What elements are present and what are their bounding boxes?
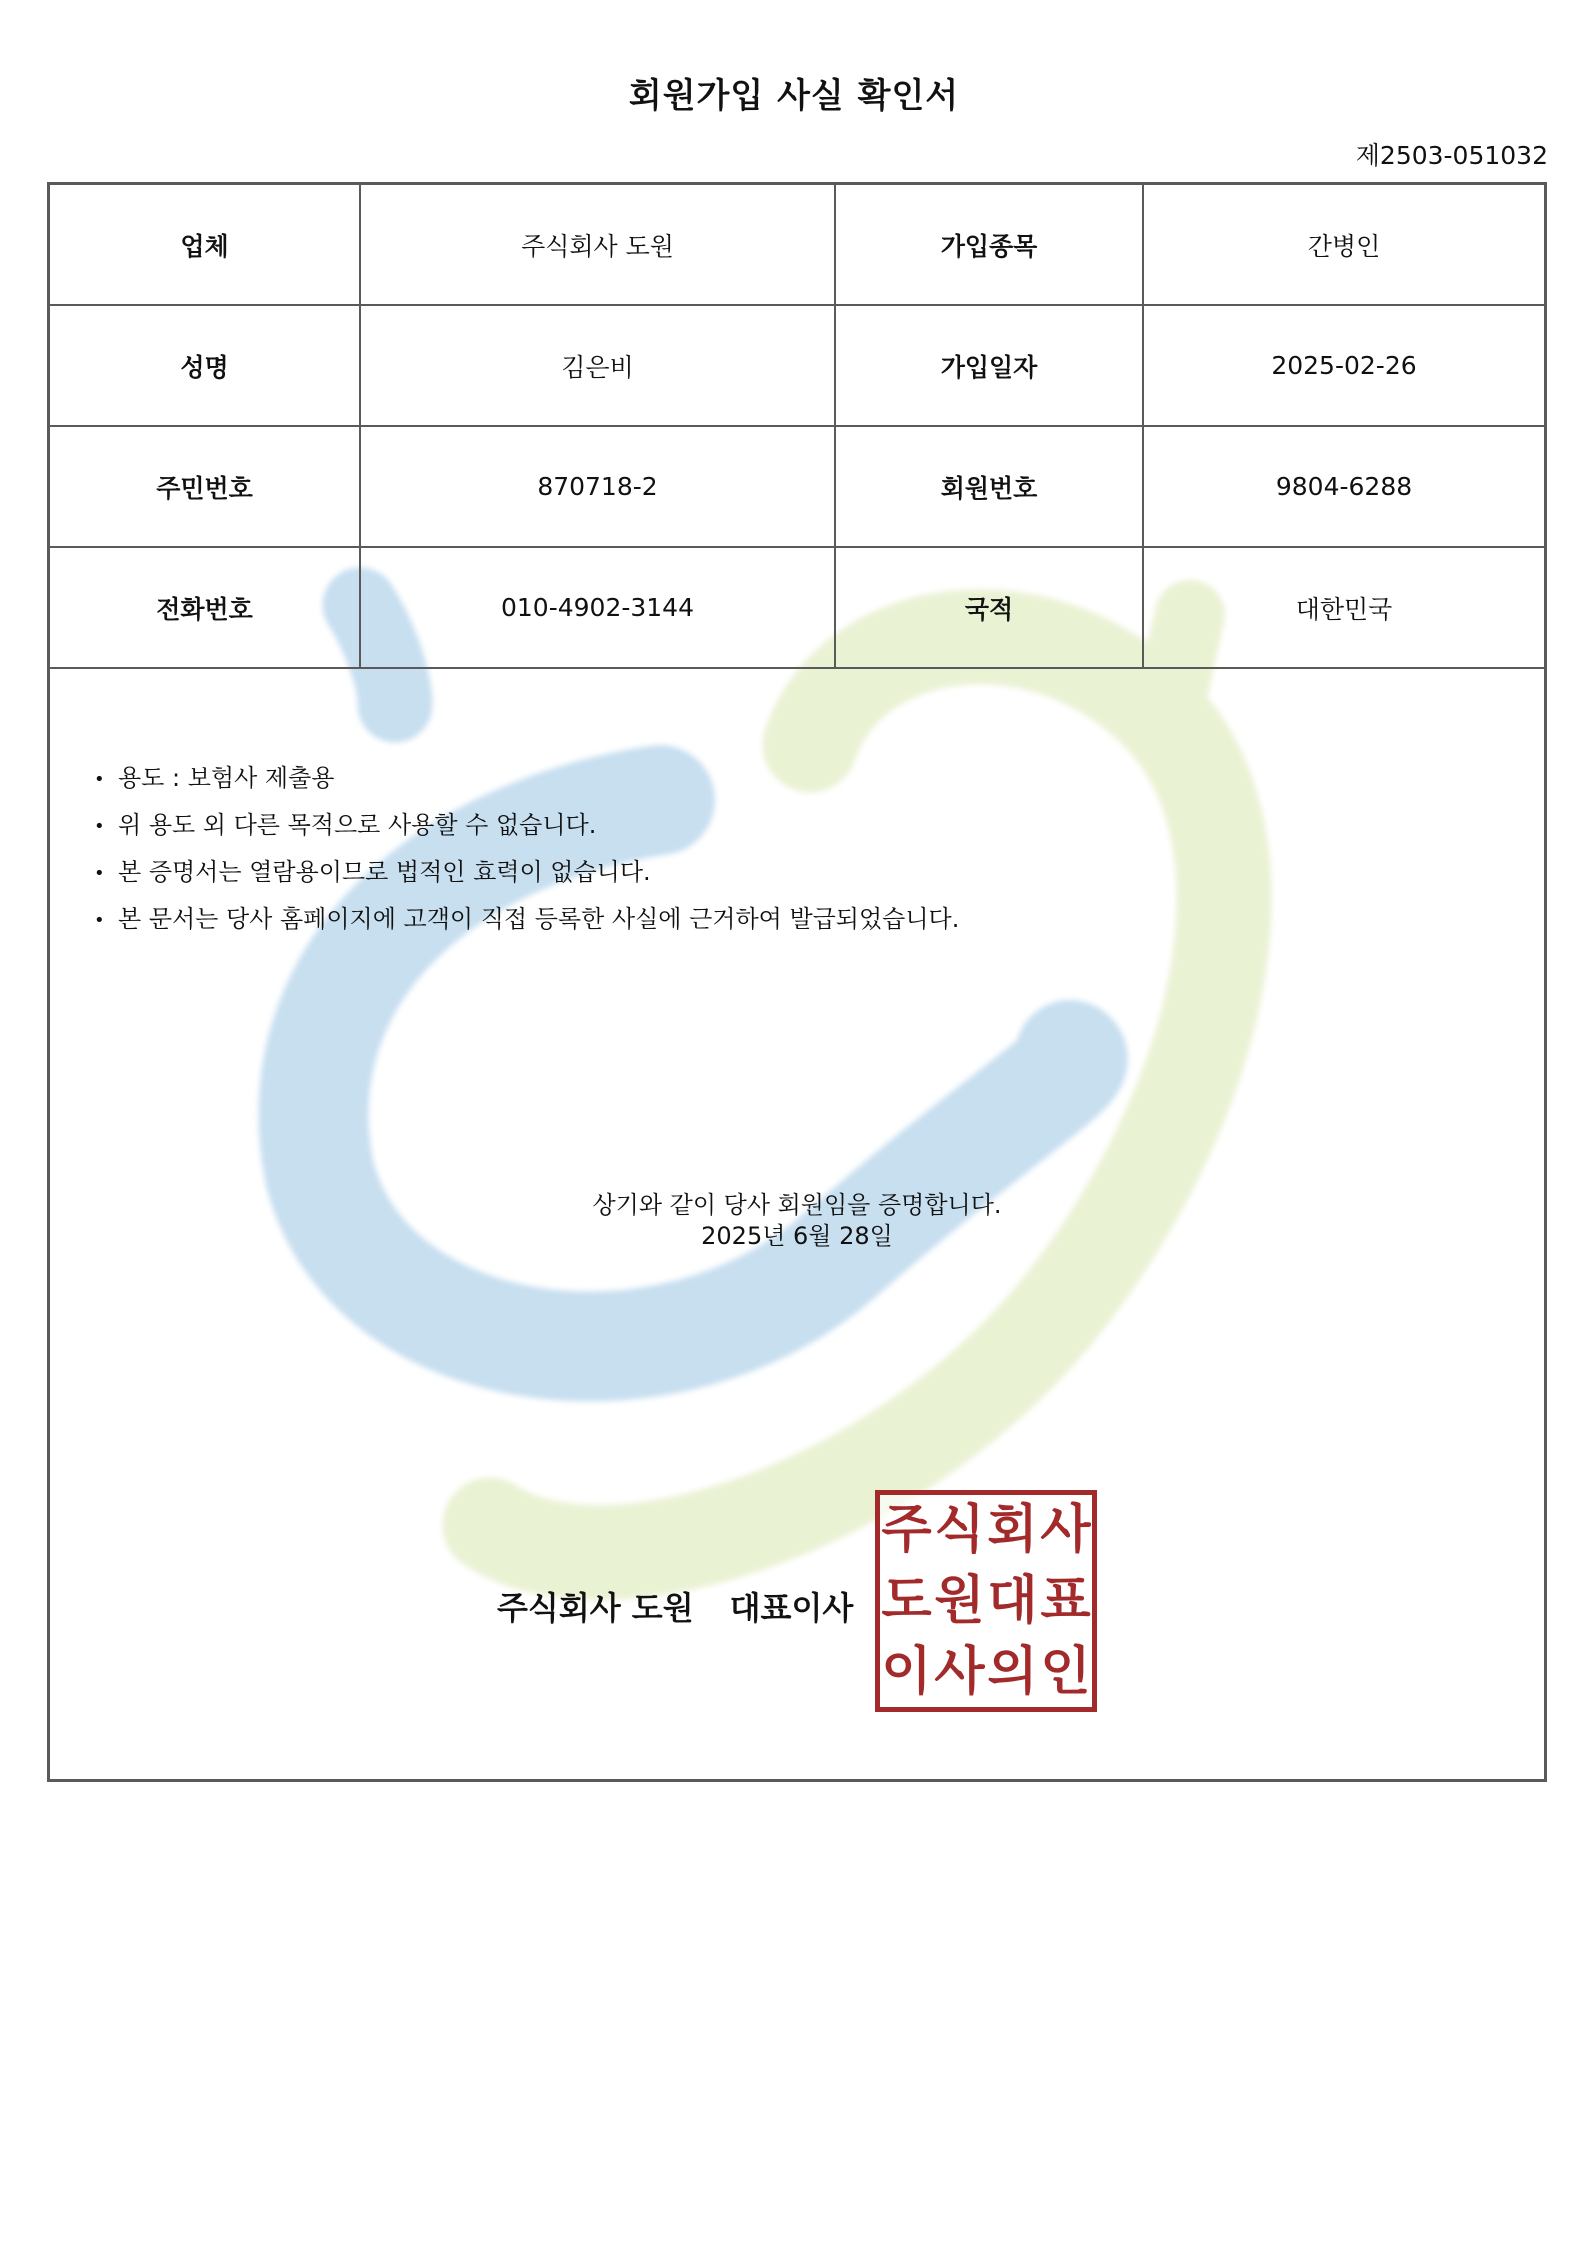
resident-number-value: 870718-2: [360, 426, 835, 547]
name-label: 성명: [50, 305, 360, 426]
table-row: [50, 185, 1544, 305]
table-row: [50, 426, 1544, 547]
join-date-value: 2025-02-26: [1143, 305, 1544, 426]
note-text: 본 문서는 당사 홈페이지에 고객이 직접 등록한 사실에 근거하여 발급되었습니다.: [118, 905, 960, 933]
company-label: 업체: [50, 185, 360, 305]
document-title: 회원가입 사실 확인서: [628, 76, 960, 116]
certificate-frame: [47, 182, 1547, 1782]
list-item: [94, 755, 959, 802]
join-category-value: 간병인: [1143, 185, 1544, 305]
nationality-value: 대한민국: [1143, 547, 1544, 668]
signature-line: [497, 1583, 853, 1629]
bullet-icon: •: [94, 862, 105, 884]
note-text: 위 용도 외 다른 목적으로 사용할 수 없습니다.: [118, 811, 597, 839]
nationality-label: 국적: [835, 547, 1143, 668]
note-text: 용도 : 보험사 제출용: [118, 764, 335, 792]
list-item: [94, 896, 959, 943]
certification-statement: 상기와 같이 당사 회원임을 증명합니다.: [592, 1191, 1002, 1219]
phone-value: 010-4902-3144: [360, 547, 835, 668]
member-info-table: [50, 185, 1544, 669]
join-category-label: 가입종목: [835, 185, 1143, 305]
certification-block: [50, 1190, 1544, 1252]
signature-company: 주식회사 도원: [497, 1589, 694, 1627]
name-value: 김은비: [360, 305, 835, 426]
bullet-icon: •: [94, 815, 105, 837]
table-row: [50, 547, 1544, 668]
signature-title: 대표이사: [729, 1589, 854, 1627]
list-item: [94, 802, 959, 849]
phone-label: 전화번호: [50, 547, 360, 668]
company-value: 주식회사 도원: [360, 185, 835, 305]
member-number-value: 9804-6288: [1143, 426, 1544, 547]
note-text: 본 증명서는 열람용이므로 법적인 효력이 없습니다.: [118, 858, 651, 886]
notes-list: [94, 755, 959, 943]
bullet-icon: •: [94, 768, 105, 790]
bullet-icon: •: [94, 909, 105, 931]
document-number: 제2503-051032: [1355, 141, 1548, 170]
list-item: [94, 849, 959, 896]
issue-date: 2025년 6월 28일: [701, 1222, 893, 1250]
member-number-label: 회원번호: [835, 426, 1143, 547]
company-seal: 주 식 회 사 도 원 대 표 이 사 의 인: [875, 1490, 1097, 1712]
table-row: [50, 305, 1544, 426]
resident-number-label: 주민번호: [50, 426, 360, 547]
join-date-label: 가입일자: [835, 305, 1143, 426]
